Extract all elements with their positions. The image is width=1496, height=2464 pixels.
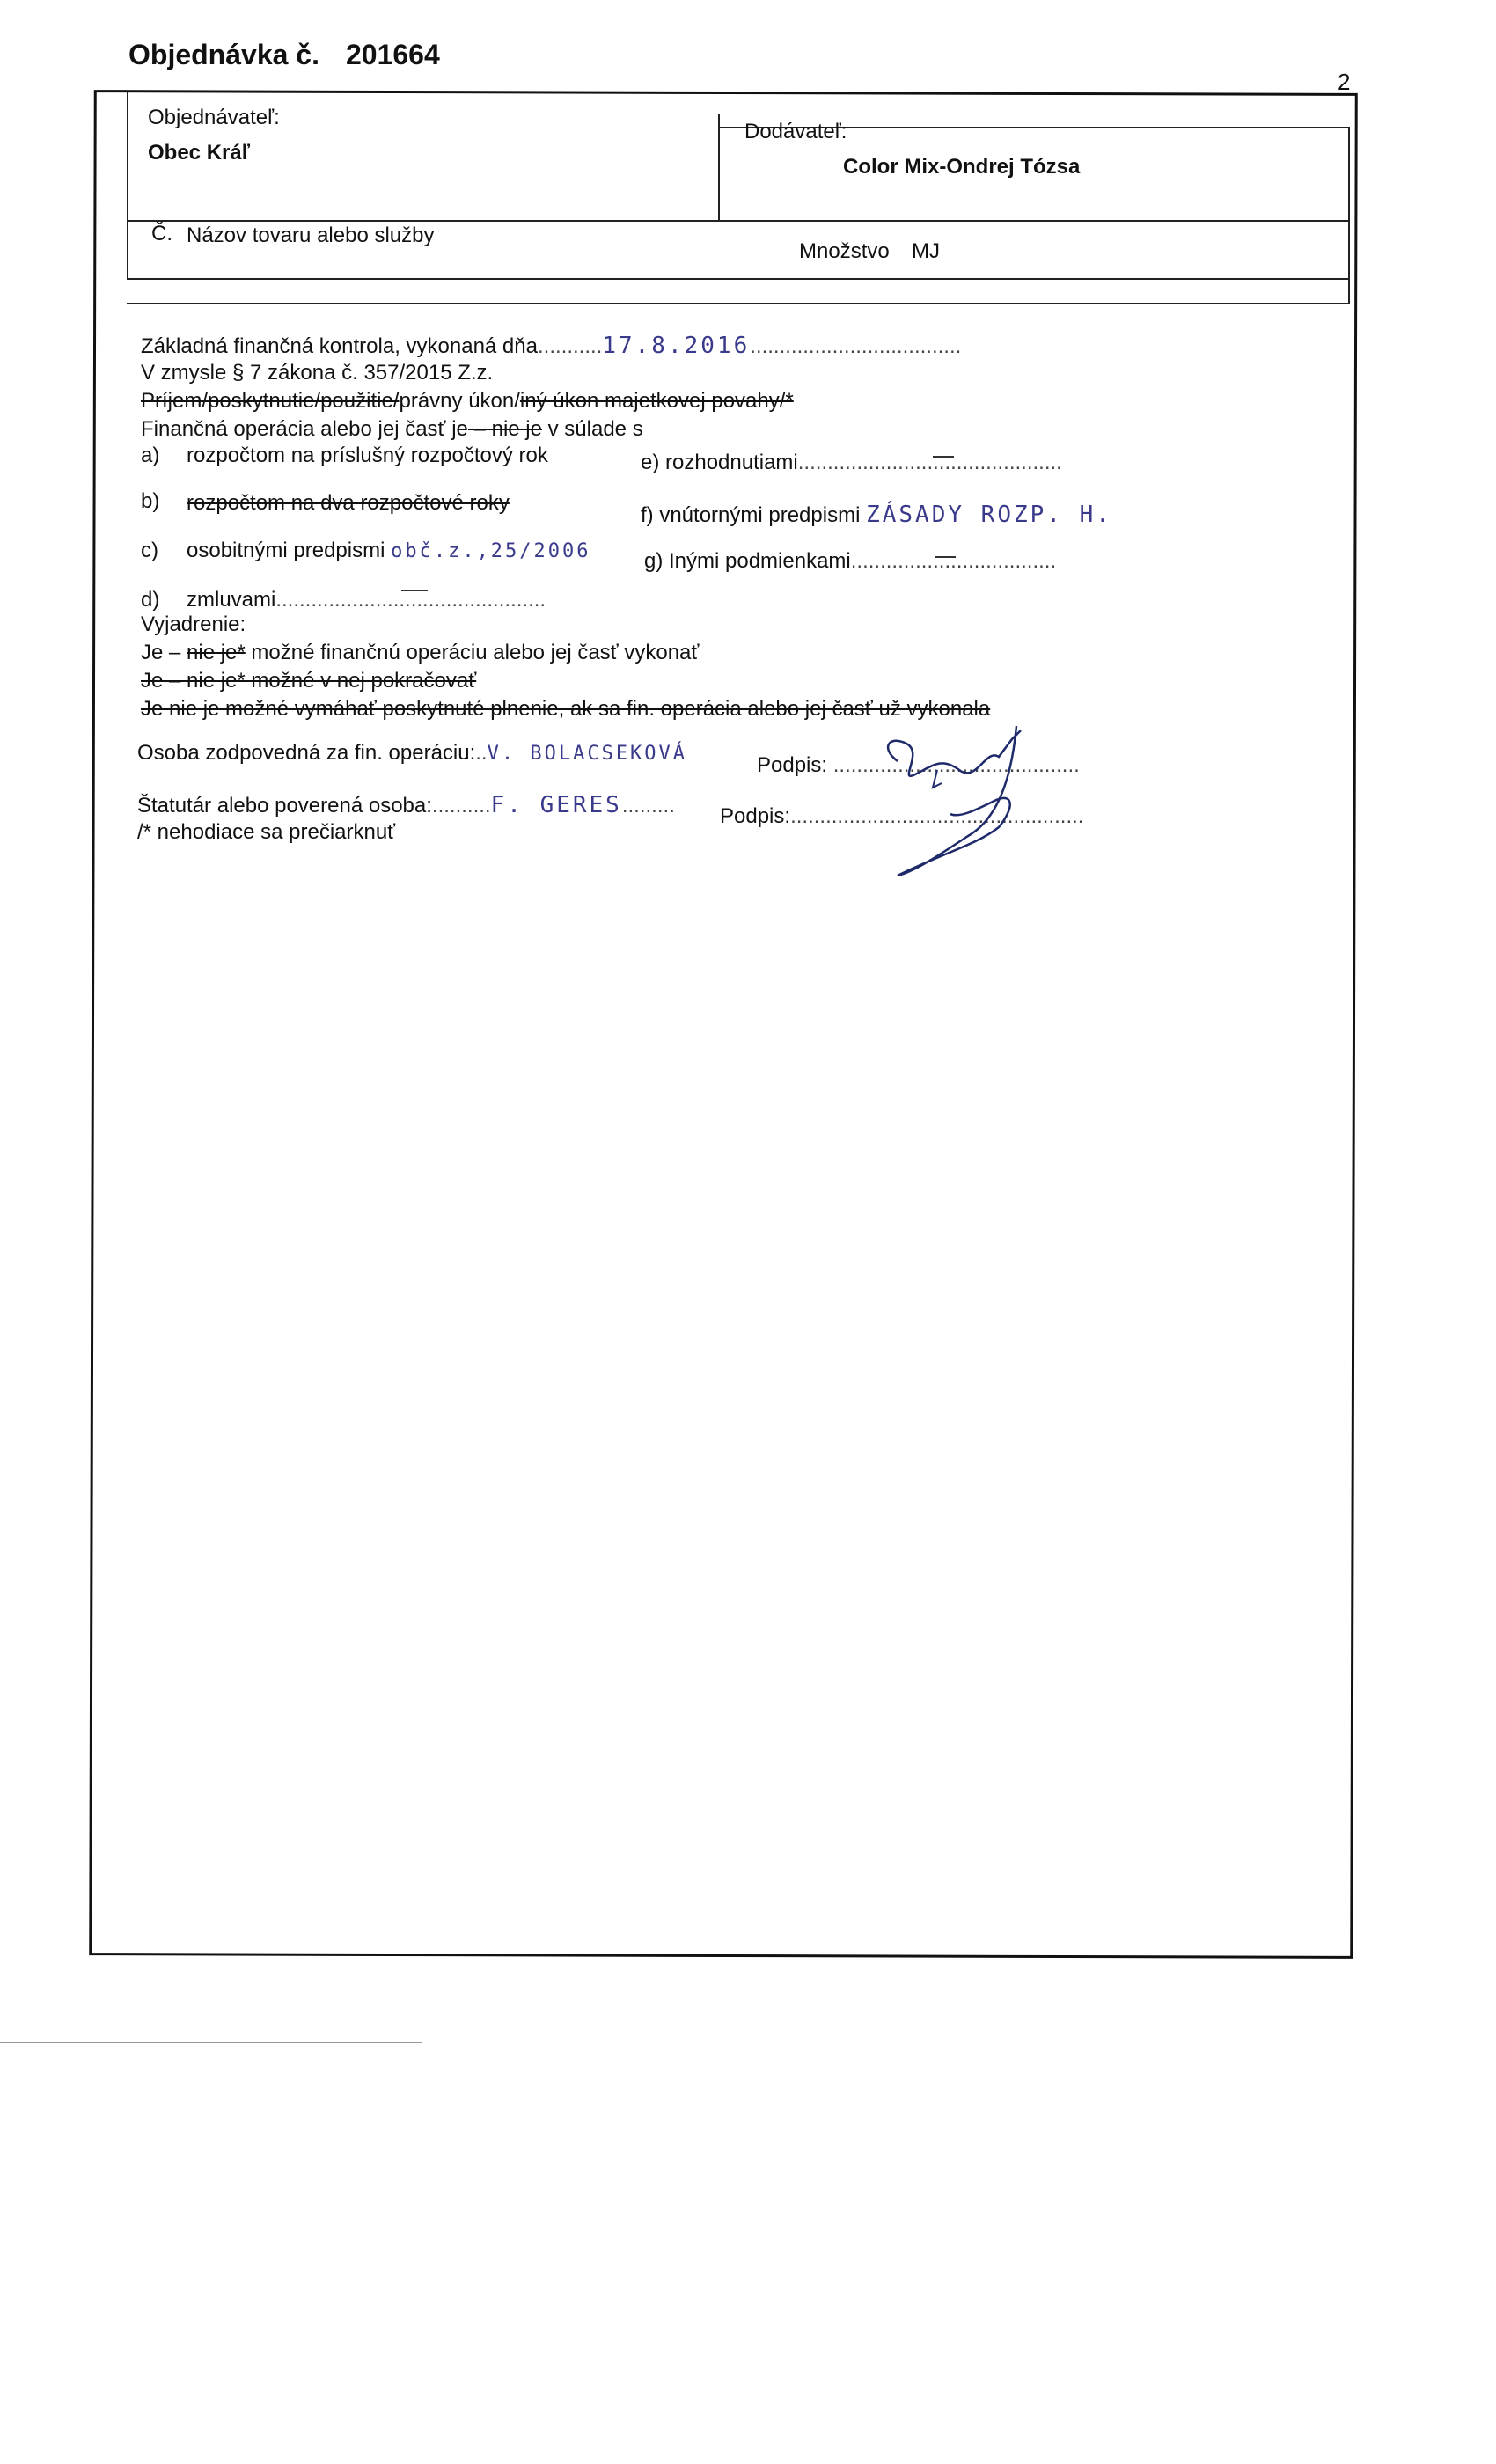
statutory-dots-tail: .........	[621, 794, 675, 818]
footnote: /* nehodiace sa prečiarknuť	[137, 820, 396, 844]
item-a-text: rozpočtom na príslušný rozpočtový rok	[187, 444, 548, 467]
item-a-label: a)	[141, 444, 160, 467]
statement-1-struck: nie je*	[187, 641, 246, 664]
statutory-row	[137, 792, 675, 818]
item-f-handwritten: ZÁSADY ROZP. H.	[866, 502, 1112, 528]
responsible-sign-dots: ..........................................	[827, 753, 1080, 777]
divider-left	[127, 92, 128, 278]
statutory-label: Štatutár alebo poverená osoba:	[137, 794, 432, 818]
item-d	[187, 588, 546, 612]
control-text-1: Základná finančná kontrola, vykonaná dňa	[141, 334, 538, 358]
title-label: Objednávka č.	[128, 39, 319, 70]
col-number: Č.	[151, 222, 172, 246]
buyer-label: Objednávateľ:	[148, 106, 280, 129]
item-c-text: osobitnými predpismi	[187, 539, 385, 562]
date-dots: ...........	[537, 334, 603, 358]
control-line-3	[141, 389, 794, 414]
item-b-text: rozpočtom na dva rozpočtové roky	[187, 491, 510, 515]
divider-columns	[127, 278, 1350, 280]
divider-right	[1348, 127, 1350, 303]
item-g-dots: ...................................	[850, 549, 1057, 573]
item-d-dots: ..............................................	[275, 588, 546, 612]
control-line-4	[141, 417, 643, 442]
control-line-1	[141, 333, 961, 359]
order-number: 201664	[345, 39, 440, 70]
statutory-sign-dots: ..................................................	[790, 804, 1084, 828]
statement-line-2: Je – nie je* možné v nej pokračovať	[141, 669, 477, 693]
date-dots-tail: ....................................	[750, 334, 962, 358]
handwritten-signature	[845, 722, 1091, 889]
item-b-label: b)	[141, 489, 160, 513]
responsible-row	[137, 741, 687, 766]
item-f-text: f) vnútornými predpismi	[641, 503, 861, 527]
item-c-label: c)	[141, 539, 158, 562]
item-f	[641, 502, 1112, 528]
operation-text-a: Finančná operácia alebo jej časť je	[141, 417, 468, 441]
statement-line-1	[141, 641, 699, 665]
operation-text-b: v súlade s	[541, 417, 643, 441]
struck-income: Príjem/poskytnutie/použitie/	[141, 389, 400, 413]
supplier-label: Dodávateľ:	[744, 120, 847, 143]
responsible-label: Osoba zodpovedná za fin. operáciu:	[137, 741, 476, 765]
statutory-sign-label: Podpis:	[720, 804, 791, 828]
col-name: Názov tovaru alebo služby	[187, 224, 435, 247]
responsible-name: V. BOLACSEKOVÁ	[487, 743, 688, 765]
divider-parties	[127, 220, 1350, 222]
statement-label: Vyjadrenie:	[141, 612, 246, 636]
col-unit: MJ	[912, 239, 940, 263]
statutory-name: F. GERES	[490, 792, 622, 818]
item-c-handwritten: obč.z.,25/2006	[391, 540, 591, 562]
statement-line-3: Je nie je možné vymáhať poskytnuté plnenie, ak sa fin. operácia alebo jej časť už vykonala	[141, 697, 991, 721]
dash-e	[933, 456, 954, 458]
dash-g	[935, 556, 956, 558]
page-number: 2	[1338, 69, 1351, 95]
item-g	[644, 549, 1056, 574]
supplier-name: Color Mix-Ondrej Tózsa	[843, 155, 1081, 179]
responsible-dots: ..	[475, 741, 488, 765]
struck-other-act: iný úkon majetkovej povahy/*	[519, 389, 794, 413]
legal-act: právny úkon/	[399, 389, 520, 413]
item-e	[641, 451, 1062, 475]
item-e-dots: .............................................	[797, 451, 1062, 474]
statement-1a: Je –	[141, 641, 187, 664]
statutory-dots: ..........	[431, 794, 491, 818]
item-e-text: e) rozhodnutiami	[641, 451, 798, 474]
document-title	[128, 39, 440, 71]
scan-edge-line	[0, 2042, 422, 2043]
item-g-text: g) Inými podmienkami	[644, 549, 851, 573]
control-line-2: V zmysle § 7 zákona č. 357/2015 Z.z.	[141, 361, 494, 385]
item-c	[187, 539, 591, 563]
responsible-sign-label: Podpis:	[757, 753, 828, 777]
struck-not: – nie je	[467, 417, 542, 441]
dash-d	[401, 590, 428, 591]
col-quantity: Množstvo	[799, 239, 890, 263]
item-d-label: d)	[141, 588, 160, 612]
divider-parties-vertical	[718, 114, 720, 220]
buyer-name: Obec Kráľ	[148, 141, 250, 165]
item-d-text: zmluvami	[187, 588, 276, 612]
control-date: 17.8.2016	[602, 333, 751, 359]
statement-1b: možné finančnú operáciu alebo jej časť vykonať	[245, 641, 700, 664]
divider-items-end	[127, 303, 1350, 304]
